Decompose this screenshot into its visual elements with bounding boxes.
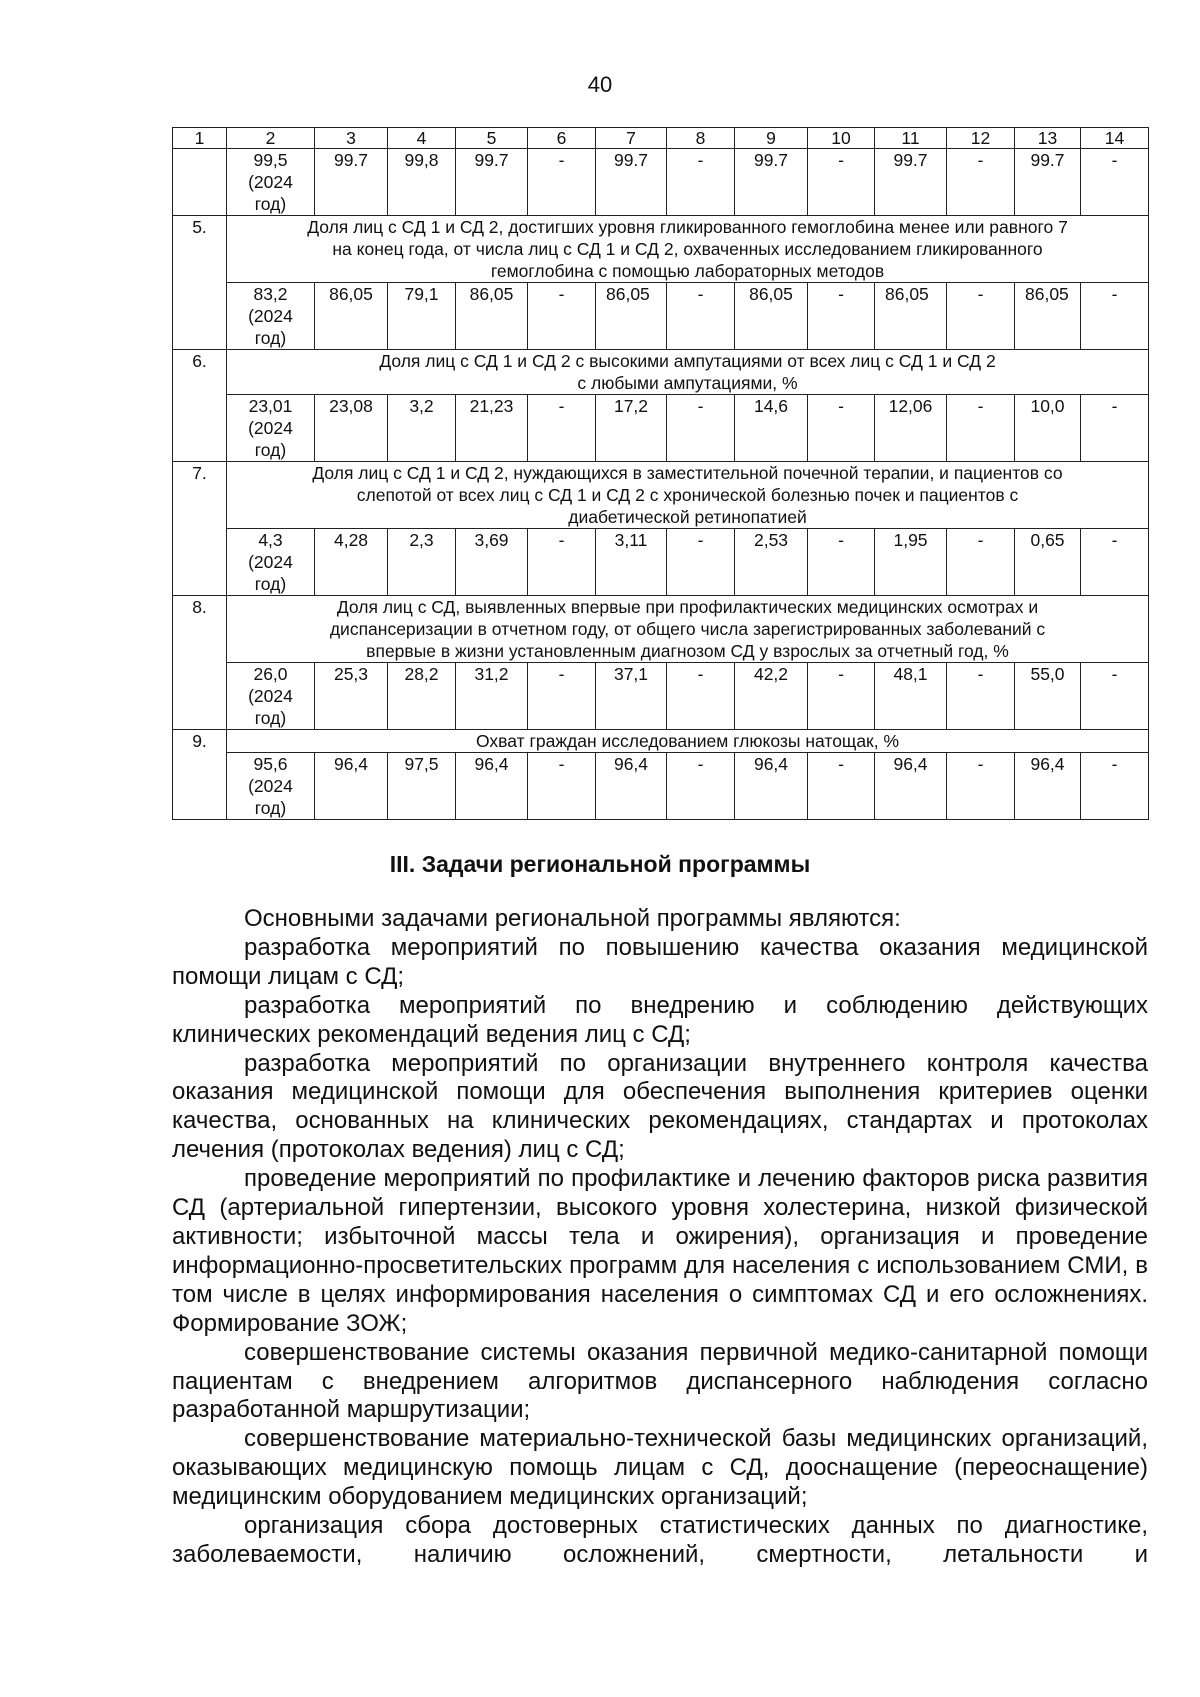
value-cell: - (947, 529, 1015, 596)
value-cell: - (1081, 529, 1149, 596)
indicator-number: 8. (173, 596, 227, 730)
value-cell: - (528, 529, 596, 596)
value-cell: - (667, 529, 735, 596)
base-year: (2024 (248, 552, 293, 572)
value-cell: 96,4 (735, 753, 808, 820)
task-paragraph: совершенствование системы оказания первичной медико-санитарной помощи пациентам с внедрением алгоритмов диспансерного наблюдения согласно разработанной маршрутизации; (172, 1338, 1148, 1424)
header-cell: 3 (315, 128, 388, 149)
value-cell: 99.7 (596, 149, 667, 216)
task-paragraph: разработка мероприятий по повышению качества оказания медицинской помощи лицам с СД; (172, 933, 1148, 990)
table-header-row (173, 128, 1149, 149)
indicator-description-line: Доля лиц с СД 1 и СД 2 с высокими ампутациями от всех лиц с СД 1 и СД 2 (379, 351, 996, 371)
value-cell: 86,05 (735, 283, 808, 350)
page-number: 40 (587, 72, 613, 97)
value-cell: - (528, 753, 596, 820)
indicator-description-line: впервые в жизни установленным диагнозом СД у взрослых за отчетный год, % (366, 641, 1009, 661)
base-year: (2024 (248, 418, 293, 438)
indicator-description-line: Доля лиц с СД, выявленных впервые при профилактических медицинских осмотрах и (336, 597, 1039, 617)
value-cell: - (1081, 149, 1149, 216)
indicator-description-row (173, 216, 1149, 283)
value-cell: 96,4 (875, 753, 947, 820)
header-cell: 1 (173, 128, 227, 149)
header-cell: 13 (1015, 128, 1081, 149)
base-value: 83,2 (253, 284, 288, 304)
indicator-values-row (173, 283, 1149, 350)
value-cell: 1,95 (875, 529, 947, 596)
indicator-description-line: на конец года, от числа лиц с СД 1 и СД 2, охваченных исследованием гликированного (332, 239, 1043, 259)
indicator-description-line: слепотой от всех лиц с СД 1 и СД 2 с хронической болезнью почек и пациентов с (356, 485, 1019, 505)
base-year-suffix: год) (254, 194, 287, 214)
section-title: III. Задачи региональной программы (389, 851, 811, 877)
value-cell: 86,05 (875, 283, 947, 350)
header-cell: 5 (456, 128, 528, 149)
value-cell: 86,05 (1015, 283, 1081, 350)
indicator-description-line: гемоглобина с помощью лабораторных методов (490, 261, 885, 281)
base-year: (2024 (248, 172, 293, 192)
value-cell: - (947, 753, 1015, 820)
value-cell: 99,8 (388, 149, 456, 216)
value-cell: - (947, 663, 1015, 730)
value-cell: - (1081, 395, 1149, 462)
indicator-values-row (173, 529, 1149, 596)
header-cell: 10 (808, 128, 875, 149)
base-year-suffix: год) (254, 440, 287, 460)
indicator-description-line: Охват граждан исследованием глюкозы натощак, % (475, 731, 900, 751)
base-year-suffix: год) (254, 708, 287, 728)
indicator-description-line: Доля лиц с СД 1 и СД 2, достигших уровня гликированного гемоглобина менее или равного 7 (307, 217, 1068, 237)
value-cell: 0,65 (1015, 529, 1081, 596)
value-cell: 10,0 (1015, 395, 1081, 462)
value-cell: - (528, 149, 596, 216)
header-cell: 8 (667, 128, 735, 149)
value-cell: - (528, 395, 596, 462)
value-cell: - (808, 529, 875, 596)
base-year: (2024 (248, 776, 293, 796)
indicator-number: 7. (173, 462, 227, 596)
indicator-description (227, 730, 1149, 753)
value-cell: 21,23 (456, 395, 528, 462)
indicator-description-line: Доля лиц с СД 1 и СД 2, нуждающихся в заместительной почечной терапии, и пациентов со (312, 463, 1063, 483)
header-cell: 4 (388, 128, 456, 149)
value-cell: 99.7 (735, 149, 808, 216)
base-year: (2024 (248, 686, 293, 706)
base-value: 26,0 (253, 664, 288, 684)
indicator-description-line: с любыми ампутациями, % (577, 373, 798, 393)
value-cell: 55,0 (1015, 663, 1081, 730)
value-cell: 96,4 (315, 753, 388, 820)
task-paragraph: проведение мероприятий по профилактике и лечению факторов риска развития СД (артериальной гипертензии, высокого уровня холестерина, низкой физической активности; избыточной массы тела и ожирения), организация и проведение информационно-просветительских программ для населения с использованием СМИ, в том числе в целях информирования населения о симптомах СД и его осложнениях. Формирование ЗОЖ; (172, 1165, 1148, 1337)
indicators-table (172, 127, 1149, 820)
section-body (172, 905, 1148, 1570)
value-cell: 3,2 (388, 395, 456, 462)
value-cell: 3,69 (456, 529, 528, 596)
value-cell: 14,6 (735, 395, 808, 462)
header-cell: 2 (227, 128, 315, 149)
value-cell: 86,05 (315, 283, 388, 350)
base-value-cell (227, 663, 315, 730)
indicator-description-line: диспансеризации в отчетном году, от общего числа зарегистрированных заболеваний с (329, 619, 1046, 639)
value-cell: - (1081, 663, 1149, 730)
indicator-description-row (173, 350, 1149, 395)
value-cell: 12,06 (875, 395, 947, 462)
task-paragraph: разработка мероприятий по внедрению и соблюдению действующих клинических рекомендаций ведения лиц с СД; (172, 991, 1148, 1048)
value-cell: 96,4 (456, 753, 528, 820)
indicator-values-row (173, 395, 1149, 462)
value-cell: 96,4 (596, 753, 667, 820)
indicator-number: 9. (173, 730, 227, 820)
value-cell: - (808, 663, 875, 730)
base-value-cell (227, 395, 315, 462)
value-cell: 2,53 (735, 529, 808, 596)
value-cell: 48,1 (875, 663, 947, 730)
value-cell: 99.7 (1015, 149, 1081, 216)
value-cell: 3,11 (596, 529, 667, 596)
base-value-cell (227, 753, 315, 820)
indicator-description (227, 596, 1149, 663)
table-body (173, 128, 1149, 820)
header-cell: 6 (528, 128, 596, 149)
value-cell: 17,2 (596, 395, 667, 462)
value-cell: - (808, 753, 875, 820)
section-intro-paragraph: Основными задачами региональной программы являются: (244, 905, 901, 932)
value-cell: 99.7 (875, 149, 947, 216)
value-cell: - (667, 283, 735, 350)
base-year-suffix: год) (254, 798, 287, 818)
value-cell: 86,05 (596, 283, 667, 350)
header-cell: 12 (947, 128, 1015, 149)
value-cell: 99.7 (315, 149, 388, 216)
value-cell: 79,1 (388, 283, 456, 350)
value-cell: 25,3 (315, 663, 388, 730)
value-cell: - (1081, 283, 1149, 350)
indicator-description-row (173, 730, 1149, 753)
base-value: 95,6 (253, 754, 288, 774)
value-cell: - (528, 663, 596, 730)
value-cell: - (667, 395, 735, 462)
value-cell: 31,2 (456, 663, 528, 730)
base-year: (2024 (248, 306, 293, 326)
base-value: 99,5 (253, 150, 288, 170)
indicator-values-row (173, 753, 1149, 820)
value-cell: - (947, 149, 1015, 216)
value-cell: 28,2 (388, 663, 456, 730)
value-cell: 96,4 (1015, 753, 1081, 820)
indicator-number: 5. (173, 216, 227, 350)
header-cell: 7 (596, 128, 667, 149)
value-cell: 37,1 (596, 663, 667, 730)
value-cell: - (1081, 753, 1149, 820)
base-value-cell (227, 149, 315, 216)
indicator-values-row (173, 663, 1149, 730)
value-cell: - (667, 753, 735, 820)
value-cell: - (808, 283, 875, 350)
base-year-suffix: год) (254, 328, 287, 348)
base-value: 4,3 (258, 530, 283, 550)
task-paragraph: организация сбора достоверных статистических данных по диагностике, заболеваемости, наличию осложнений, смертности, летальности и (172, 1512, 1148, 1568)
indicator-description-row (173, 462, 1149, 529)
header-cell: 11 (875, 128, 947, 149)
value-cell: - (808, 395, 875, 462)
base-year-suffix: год) (254, 574, 287, 594)
base-value-cell (227, 283, 315, 350)
value-cell: - (667, 663, 735, 730)
task-paragraph: разработка мероприятий по организации внутреннего контроля качества оказания медицинской помощи для обеспечения выполнения критериев оценки качества, основанных на клинических рекомендациях, стандартах и протоколах лечения (протоколах ведения) лиц с СД; (172, 1049, 1148, 1164)
indicator-number: 6. (173, 350, 227, 462)
value-cell: 99.7 (456, 149, 528, 216)
value-cell: - (947, 395, 1015, 462)
value-cell: 2,3 (388, 529, 456, 596)
indicator-description (227, 462, 1149, 529)
table-row (173, 149, 1149, 216)
row-number-cell (173, 149, 227, 216)
indicator-description-line: диабетической ретинопатией (568, 507, 807, 527)
value-cell: - (667, 149, 735, 216)
value-cell: - (808, 149, 875, 216)
indicator-description (227, 216, 1149, 283)
value-cell: 97,5 (388, 753, 456, 820)
base-value-cell (227, 529, 315, 596)
value-cell: 23,08 (315, 395, 388, 462)
value-cell: 86,05 (456, 283, 528, 350)
header-cell: 14 (1081, 128, 1149, 149)
value-cell: 42,2 (735, 663, 808, 730)
indicator-description (227, 350, 1149, 395)
indicator-description-row (173, 596, 1149, 663)
base-value: 23,01 (248, 396, 293, 416)
value-cell: - (947, 283, 1015, 350)
header-cell: 9 (735, 128, 808, 149)
value-cell: 4,28 (315, 529, 388, 596)
value-cell: - (528, 283, 596, 350)
task-paragraph: совершенствование материально-технической базы медицинских организаций, оказывающих медицинскую помощь лицам с СД, дооснащение (переоснащение) медицинским оборудованием медицинских организаций; (172, 1425, 1148, 1511)
